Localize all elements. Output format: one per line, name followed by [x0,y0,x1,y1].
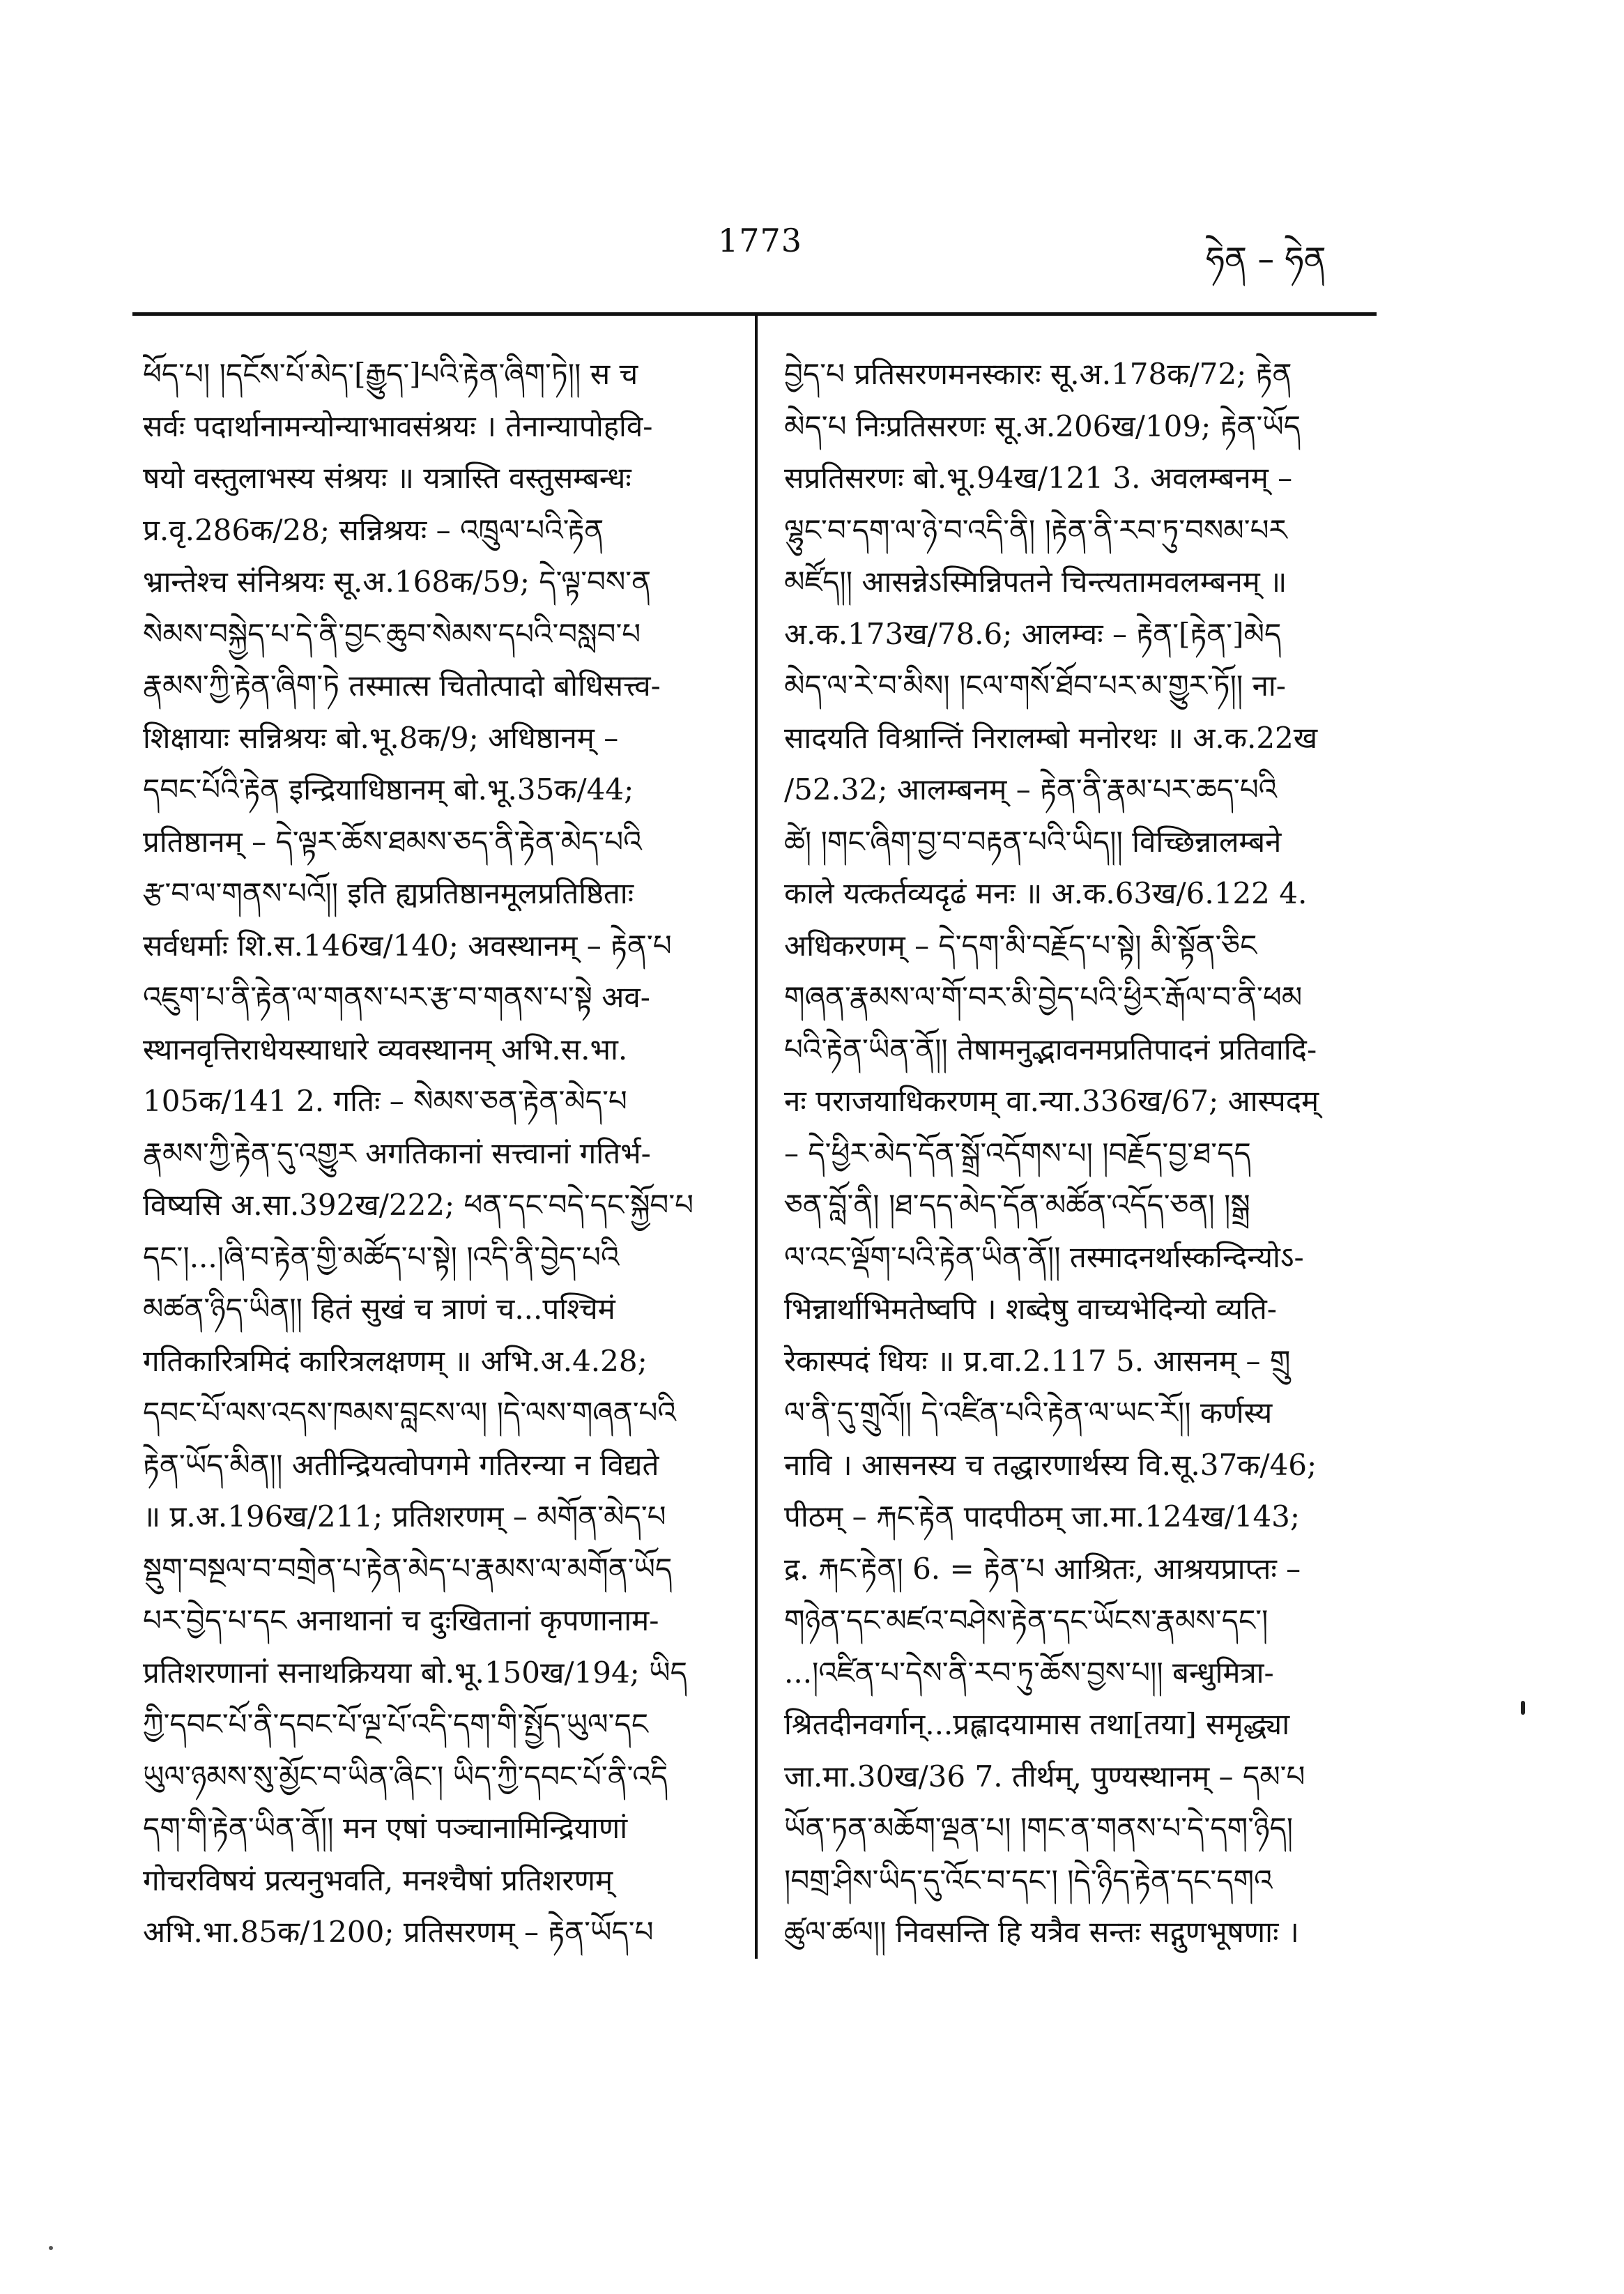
text-line: ཀྱི་དབང་པོ་ནི་དབང་པོ་ལྔ་པོ་འདི་དག་གི་སྤྱོད་ཡུལ་དང [143,1707,648,1741]
text-line: པར་བྱེད་པ་དང अनाथानां च दुःखितानां कृपणानाम- [143,1603,659,1637]
text-line: सर्वः पदार्थानामन्योन्याभावसंश्रयः । तेनान्यापोहवि- [143,408,653,443]
text-line: ཚུལ་ཚལ།། निवसन्ति हि यत्रैव सन्तः सद्गुणभूषणाः । [784,1915,1299,1949]
text-line: མཚན་ཉིད་ཡིན།། हितं सुखं च त्राणं च...पश्चिमं [143,1292,615,1326]
text-line: अभि.भा.85क/1200; प्रतिसरणम् – རྟེན་ཡོད་པ [143,1915,654,1949]
text-line: 105क/141 2. गतिः – སེམས་ཅན་རྟེན་མེད་པ [143,1084,627,1118]
text-line: དབང་པོ་ལས་འདས་ཁམས་བླངས་ལ། །དེ་ལས་གཞན་པའི [143,1395,676,1430]
text-line: सर्वधर्माः शि.स.146ख/140; अवस्थानम् – རྟེན་པ [143,928,672,963]
text-line: ॥ प्र.अ.196ख/211; प्रतिशरणम् – མགོན་མེད་པ [143,1499,666,1534]
text-line: ཅན་བློ་ནི། །ཐ་དད་མེད་དོན་མཚོན་འདོད་ཅན། །སྒྲ [784,1188,1250,1222]
running-head: ཧེན – ཧེན [1206,240,1326,279]
text-line: नः पराजयाधिकरणम् वा.न्या.336ख/67; आस्पदम् [784,1084,1319,1118]
text-line: गोचरविषयं प्रत्यनुभवति, मनश्चैषां प्रतिशरणम् [143,1863,613,1897]
text-line: །བགྲ་ཤིས་ཡིད་དུ་འོང་བ་དང་། །དེ་ཉིད་རྟེན་དང་དགའ [784,1863,1273,1897]
text-line: रेकास्पदं धियः ॥ प्र.वा.2.117 5. आसनम् – གྲུ [784,1343,1291,1378]
text-line: विष्यसि अ.सा.392ख/222; ཕན་དང་བདེ་དང་སྐྱོབ་པ [143,1188,694,1222]
text-line: नावि । आसनस्य च तद्धारणार्थस्य वि.सू.37क/46; [784,1447,1317,1482]
text-line: ཡུལ་ཉམས་སུ་མྱོང་བ་ཡིན་ཞིང་། ཡིད་ཀྱི་དབང་པོ་ནི་འདི [143,1759,668,1794]
text-line: ...།འཛིན་པ་དེས་ནི་རབ་ཏུ་ཆོས་བྱས་པ།། बन्धुमित्रा- [784,1655,1274,1690]
text-line: ཚེ། །གང་ཞིག་བྱ་བ་བརྟན་པའི་ཡིད།། विच्छिन्नालम्बने [784,824,1282,859]
page-number: 1773 [718,222,803,259]
text-line: अ.क.173ख/78.6; आलम्वः – རྟེན་[རྟེན་]མེད [784,616,1282,651]
text-line: षयो वस्तुलाभस्य संश्रयः ॥ यत्रास्ति वस्तुसम्बन्धः [143,461,631,495]
text-line: – དེ་ཕྱིར་མེད་དོན་སྒྲོ་འདོགས་པ། །བརྗོད་བྱ་ཐ་དད [784,1135,1251,1170]
text-line: པའི་རྟེན་ཡིན་ནོ།། तेषामनुद्भावनमप्रतिपादनं प्रतिवादि- [784,1032,1317,1066]
text-line: ལ་ནི་དུ་གྲུའོ།། དེ་འཛིན་པའི་རྟེན་ལ་ཡང་རོ།། कर्णस्य [784,1395,1273,1430]
text-line: མེད་ལ་རེ་བ་མིས། །ངལ་གསོ་ཐོབ་པར་མ་གྱུར་ཏོ།། ना- [784,668,1286,703]
text-line: མཛོད།། आसन्नेऽस्मिन्निपतने चिन्त्यतामवलम्बनम् ॥ [784,565,1287,599]
text-line: अधिकरणम् – དེ་དག་མི་བརྗོད་པ་སྟེ། མི་སྟོན་ཅིང [784,928,1257,963]
text-line: ལ་འང་ལྡོག་པའི་རྟེན་ཡིན་ནོ།། तस्मादनर्थास्कन्दिन्योऽ- [784,1239,1304,1274]
text-line: प्रतिष्ठानम् – དེ་ལྟར་ཆོས་ཐམས་ཅད་ནི་རྟེན་མེད་པའི [143,824,642,859]
left-column [143,349,741,1959]
text-line: श्रितदीनवर्गान्...प्रह्लादयामास तथा[तया] समृद्ध्या [784,1707,1290,1741]
text-line: གཉེན་དང་མཛའ་བཤེས་རྟེན་དང་ཡོངས་རྣམས་དང་། [784,1603,1269,1637]
corner-speck [49,2246,53,2250]
text-line: जा.मा.30ख/36 7. तीर्थम्, पुण्यस्थानम् – དམ་པ [784,1759,1305,1794]
text-line: རྣམས་ཀྱི་རྟེན་ཞིག་ཏེ तस्मात्स चितोत्पादो बोधिसत्त्व- [143,668,661,703]
text-line: རྣམས་ཀྱི་རྟེན་དུ་འགྱུར अगतिकानां सत्त्वानां गतिर्भ- [143,1135,651,1170]
text-line: द्र. རྐང་རྟེན། 6. = རྟེན་པ आश्रितः, आश्रयप्राप्तः – [784,1551,1301,1586]
text-line: སྡུག་བསྔལ་བ་བགྲེན་པ་རྟེན་མེད་པ་རྣམས་ལ་མགོན་ཡོད [143,1551,673,1586]
text-line: འཇུག་པ་ནི་རྟེན་ལ་གནས་པར་རྩ་བ་གནས་པ་སྟེ अव- [143,980,650,1014]
text-line: རྩ་བ་ལ་གནས་པའོ།། इति ह्यप्रतिष्ठानमूलप्रतिष्ठिताः [143,876,634,910]
margin-mark [1521,1701,1525,1715]
text-line: ཡོན་ཏན་མཆོག་ལྡན་པ། །གང་ན་གནས་པ་དེ་དག་ཉིད། [784,1811,1294,1845]
text-line: བྱེད་པ प्रतिसरणमनस्कारः सू.अ.178क/72; རྟེན [784,357,1292,391]
text-line: དག་གི་རྟེན་ཡིན་ནོ།། मन एषां पञ्चानामिन्द्रियाणां [143,1811,628,1845]
text-line: དབང་པོའི་རྟེན इन्द्रियाधिष्ठानम् बो.भू.35क/44; [143,772,634,806]
column-divider [755,314,758,1959]
text-line: काले यत्कर्तव्यदृढं मनः ॥ अ.क.63ख/6.122 4. [784,876,1308,910]
text-line: सप्रतिसरणः बो.भू.94ख/121 3. अवलम्बनम् – [784,461,1293,495]
text-line: गतिकारित्रमिदं कारित्रलक्षणम् ॥ अभि.अ.4.28; [143,1343,648,1378]
text-line: प्र.वृ.286क/28; सन्निश्रयः – འཁྲུལ་པའི་རྟེན [143,512,604,547]
text-line: སེམས་བསྐྱེད་པ་དེ་ནི་བྱང་ཆུབ་སེམས་དཔའི་བསླབ་པ [143,616,641,651]
text-line: གཞན་རྣམས་ལ་གོ་བར་མི་བྱེད་པའི་ཕྱིར་རྒོལ་བ་ནི་ཕམ [784,980,1303,1014]
text-line: पीठम् – རྐང་རྟེན पादपीठम् जा.मा.124ख/143; [784,1499,1301,1534]
text-line: भिन्नार्थाभिमतेष्वपि । शब्देषु वाच्यभेदिन्यो व्यति- [784,1292,1278,1326]
text-line: शिक्षायाः सन्निश्रयः बो.भू.8क/9; अधिष्ठानम् – [143,720,619,755]
text-line: རྟེན་ཡོད་མིན།། अतीन्द्रियत्वोपगमे गतिरन्या न विद्यते [143,1447,659,1482]
text-line: स्थानवृत्तिराधेयस्याधारे व्यवस्थानम् अभि.स.भा. [143,1032,628,1066]
text-line: མེད་པ निःप्रतिसरणः सू.अ.206ख/109; རྟེན་ཡོད [784,408,1301,443]
text-line: भ्रान्तेश्च संनिश्रयः सू.अ.168क/59; དེ་ལྟ་བས་ན [143,565,652,599]
text-line: ལྷུང་བ་དག་ལ་ཉེ་བ་འདི་ནི། །རྟེན་ནི་རབ་ཏུ་བསམ་པར [784,512,1287,547]
text-line: ཕོད་པ། །དངོས་པོ་མེད་[རྒྱུད་]པའི་རྟེན་ཞིག་ཏེ།། स च [143,357,638,391]
text-line: དང་།...།ཞི་བ་རྟེན་གྱི་མཚོད་པ་སྟེ། །འདི་ནི་བྱེད་པའི [143,1239,620,1274]
text-line: प्रतिशरणानां सनाथक्रियया बो.भू.150ख/194; ཡིད [143,1655,687,1690]
right-column [784,349,1373,1959]
text-line: /52.32; आलम्बनम् – རྟེན་ནི་རྣམ་པར་ཆད་པའི [784,772,1278,806]
text-line: सादयति विश्रान्तिं निरालम्बो मनोरथः ॥ अ.क.22ख [784,720,1318,755]
